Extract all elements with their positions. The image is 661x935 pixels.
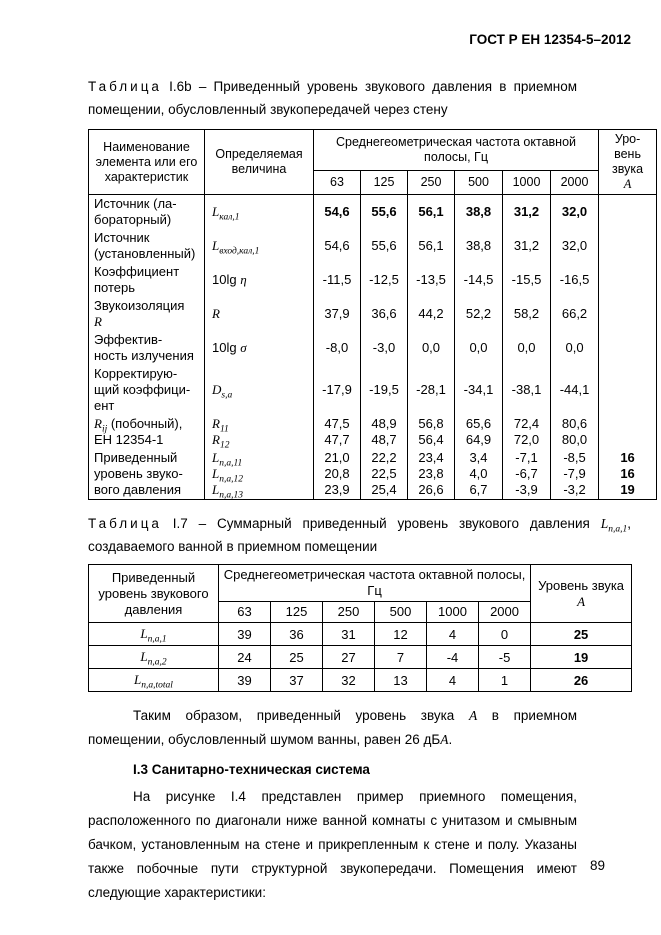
- value-cell: [314, 195, 361, 230]
- value-cell: [314, 263, 361, 297]
- value: 54,6: [324, 238, 350, 253]
- row-name-cell: Корректирую- щий коэффици- ент: [89, 365, 205, 415]
- value-cell: [408, 229, 455, 263]
- col-header-freq-500: 500: [375, 602, 427, 623]
- level-cell: 26: [531, 669, 632, 692]
- table-i6b-head: [89, 130, 657, 195]
- value: -15,5: [511, 272, 542, 287]
- value-cell: [503, 229, 551, 263]
- value: -3,9: [515, 482, 538, 497]
- col-header-freq-1000: 1000: [427, 602, 479, 623]
- value: 0,0: [421, 340, 441, 355]
- value: 66,2: [561, 306, 588, 321]
- value-cell: [314, 415, 361, 449]
- value-cell: [455, 449, 503, 500]
- value-cell: 36: [271, 623, 323, 646]
- quantity-symbol: 10lg η: [212, 272, 247, 287]
- value: 48,9: [371, 416, 397, 431]
- value-cell: [551, 195, 599, 230]
- row-name-cell: Источник (ла- бораторный): [89, 195, 205, 230]
- row-quantity-cell: [205, 449, 314, 500]
- table-i6b: [88, 129, 657, 500]
- caption-label-word: Таблица: [88, 79, 162, 94]
- level-value: 16: [620, 466, 635, 481]
- value: -44,1: [559, 382, 590, 397]
- value-cell: [314, 331, 361, 365]
- value-cell: [503, 365, 551, 415]
- value: 47,7: [324, 432, 350, 447]
- caption-label-word: Таблица: [88, 516, 162, 531]
- caption-dash: –: [198, 79, 207, 94]
- value: -11,5: [322, 272, 352, 287]
- value: 4,0: [469, 466, 488, 481]
- caption-label-id: I.6b: [169, 79, 192, 94]
- value-cell: [551, 229, 599, 263]
- value: 36,6: [371, 306, 397, 321]
- value: 72,4: [513, 416, 540, 431]
- value: 72,0: [513, 432, 540, 447]
- value-cell: [503, 415, 551, 449]
- level-cell: 25: [531, 623, 632, 646]
- value-cell: [551, 263, 599, 297]
- value-cell: [314, 365, 361, 415]
- value-cell: [361, 229, 408, 263]
- row-quantity-cell: [205, 297, 314, 331]
- table-row: [89, 229, 657, 263]
- col-header-freq-125: 125: [271, 602, 323, 623]
- value: 56,1: [418, 238, 444, 253]
- value-cell: [314, 229, 361, 263]
- row-name-cell: Источник (установленный): [89, 229, 205, 263]
- value-cell: [455, 415, 503, 449]
- table-row: [89, 623, 632, 646]
- value-cell: [455, 195, 503, 230]
- quantity-symbol: $L_{вход,кал,1}$: [212, 238, 260, 257]
- row-name-cell: Коэффициент потерь: [89, 263, 205, 297]
- caption-text: Суммарный приведенный уровень звукового давления $L_{n,a,1}$, создаваемого ванной в приемном помещении: [88, 516, 631, 554]
- value: 65,6: [465, 416, 492, 431]
- value: 32,0: [561, 204, 588, 219]
- quantity-symbol: R: [212, 306, 220, 321]
- value: -8,0: [325, 340, 349, 355]
- table-row: [89, 669, 632, 692]
- value: 23,9: [324, 482, 350, 497]
- page-number: 89: [590, 858, 606, 873]
- value-cell: [551, 449, 599, 500]
- caption-text: Приведенный уровень звукового давления в приемном помещении, обусловленный звукопередачей через стену: [88, 79, 577, 117]
- quantity-symbol: $L_{n,a,13}$: [212, 482, 243, 501]
- paragraph-description: На рисунке I.4 представлен пример приемного помещения, расположенного по диагонали ниже ванной комнаты с унитазом и смывным бачком, установленным на стене и прикрепленным к стене и полу. Указаны также побочные пути структурной звукопередачи. Помещения имеют следующие характеристики:: [88, 789, 577, 900]
- col-header-name: Наименование элемента или его характеристик: [89, 130, 205, 195]
- value-cell: -4: [427, 646, 479, 669]
- value: -34,1: [463, 382, 494, 397]
- value-cell: [361, 195, 408, 230]
- table-row: [89, 365, 657, 415]
- value-cell: [408, 331, 455, 365]
- quantity-symbol: $R_{12}$: [212, 432, 230, 451]
- level-value: 19: [620, 482, 635, 497]
- value: 55,6: [371, 238, 397, 253]
- value: -13,5: [416, 272, 446, 287]
- table-row: [89, 331, 657, 365]
- table-row: [89, 415, 657, 449]
- quantity-symbol: $D_{s,a}$: [212, 382, 233, 401]
- value-cell: 27: [323, 646, 375, 669]
- value-cell: [408, 297, 455, 331]
- row-name-cell: $R_{ij}$ (побочный), ЕН 12354-1: [89, 415, 205, 449]
- value: 48,7: [371, 432, 397, 447]
- value: -14,5: [463, 272, 494, 287]
- level-cell: [599, 297, 657, 331]
- value: -3,2: [563, 482, 586, 497]
- value-cell: 25: [271, 646, 323, 669]
- level-cell: [599, 415, 657, 449]
- level-cell: [599, 195, 657, 230]
- level-cell: [599, 229, 657, 263]
- value: 56,4: [418, 432, 444, 447]
- col-header-freq-63: 63: [219, 602, 271, 623]
- col-header-freq-250: 250: [408, 171, 455, 195]
- col-header-freq-63: 63: [314, 171, 361, 195]
- value-cell: [408, 449, 455, 500]
- section-heading-i3: I.3 Санитарно-техническая система: [133, 762, 370, 777]
- value-cell: 1: [479, 669, 531, 692]
- value-cell: 24: [219, 646, 271, 669]
- value-cell: [503, 195, 551, 230]
- level-cell: 19: [531, 646, 632, 669]
- table-i7-head: [89, 565, 632, 623]
- value: 56,8: [418, 416, 444, 431]
- table-row: [89, 297, 657, 331]
- value: 47,5: [324, 416, 350, 431]
- table-i7: [88, 564, 632, 692]
- header-row: [89, 130, 657, 171]
- value-cell: 13: [375, 669, 427, 692]
- value-cell: [551, 297, 599, 331]
- value-cell: [455, 331, 503, 365]
- value-cell: [455, 229, 503, 263]
- value: 26,6: [418, 482, 444, 497]
- value: 31,2: [513, 204, 540, 219]
- value: 0,0: [469, 340, 488, 355]
- value-cell: 37: [271, 669, 323, 692]
- quantity-symbol: $L_{n,a,12}$: [212, 466, 243, 485]
- value: -3,0: [372, 340, 396, 355]
- value: 6,7: [469, 482, 488, 497]
- value: 58,2: [513, 306, 540, 321]
- value-cell: [408, 263, 455, 297]
- quantity-symbol: $R_{11}$: [212, 416, 229, 435]
- value: -38,1: [511, 382, 542, 397]
- table-i7-caption: [88, 512, 631, 558]
- col-header-freq-group: Среднегеометрическая частота октавной полосы, Гц: [314, 130, 599, 171]
- col-header-freq-125: 125: [361, 171, 408, 195]
- value: 3,4: [469, 450, 488, 465]
- value: 31,2: [513, 238, 540, 253]
- value-cell: 7: [375, 646, 427, 669]
- value-cell: [551, 365, 599, 415]
- value-cell: 4: [427, 623, 479, 646]
- quantity-symbol: 10lg σ: [212, 340, 247, 355]
- col-header-level: Уро- вень звука А: [599, 130, 657, 195]
- value: -12,5: [369, 272, 399, 287]
- table-i6b-body: [89, 195, 657, 500]
- value: 52,2: [465, 306, 492, 321]
- value: -7,1: [515, 450, 538, 465]
- value-cell: [361, 415, 408, 449]
- value: -7,9: [563, 466, 586, 481]
- col-header-freq-500: 500: [455, 171, 503, 195]
- row-quantity-cell: [205, 365, 314, 415]
- value: 21,0: [324, 450, 350, 465]
- row-label-cell: $L_{n,a,2}$: [89, 646, 219, 669]
- value: 0,0: [517, 340, 536, 355]
- value: 22,2: [371, 450, 397, 465]
- value-cell: [361, 297, 408, 331]
- paragraph-conclusion: Таким образом, приведенный уровень звука А в приемном помещении, обусловленный шумом ванны, равен 26 дБА.: [88, 708, 577, 747]
- value-cell: [503, 449, 551, 500]
- value-cell: [361, 331, 408, 365]
- value-cell: [408, 415, 455, 449]
- value-cell: [361, 263, 408, 297]
- value-cell: 32: [323, 669, 375, 692]
- col-header-freq-1000: 1000: [503, 171, 551, 195]
- value: -6,7: [515, 466, 538, 481]
- value: -28,1: [416, 382, 446, 397]
- row-label-cell: $L_{n,a,total}$: [89, 669, 219, 692]
- value-cell: -5: [479, 646, 531, 669]
- quantity-symbol: $L_{n,a,11}$: [212, 450, 243, 469]
- value: 37,9: [324, 306, 350, 321]
- value-cell: [314, 449, 361, 500]
- value: 80,6: [561, 416, 588, 431]
- value: 80,0: [561, 432, 588, 447]
- table-row: [89, 263, 657, 297]
- value: 55,6: [371, 204, 397, 219]
- level-cell: [599, 263, 657, 297]
- value-cell: 12: [375, 623, 427, 646]
- value-cell: [361, 365, 408, 415]
- value-cell: [314, 297, 361, 331]
- value-cell: 0: [479, 623, 531, 646]
- table-row: [89, 195, 657, 230]
- value: 23,8: [418, 466, 444, 481]
- value: 64,9: [465, 432, 492, 447]
- row-name-cell: Звукоизоляция R: [89, 297, 205, 331]
- value: 56,1: [418, 204, 444, 219]
- level-cell: [599, 331, 657, 365]
- value-cell: [503, 263, 551, 297]
- value: -17,9: [322, 382, 352, 397]
- row-label-cell: $L_{n,a,1}$: [89, 623, 219, 646]
- value-cell: [503, 331, 551, 365]
- value: 54,6: [324, 204, 350, 219]
- value-cell: [455, 263, 503, 297]
- caption-dash: –: [198, 516, 207, 531]
- value-cell: [455, 297, 503, 331]
- col-header-freq-250: 250: [323, 602, 375, 623]
- value: 25,4: [371, 482, 397, 497]
- value: 0,0: [565, 340, 584, 355]
- value-cell: 39: [219, 623, 271, 646]
- col-header-quantity: Определяемая величина: [205, 130, 314, 195]
- value: -19,5: [369, 382, 399, 397]
- value-cell: [361, 449, 408, 500]
- quantity-symbol: $L_{кал,1}$: [212, 204, 240, 223]
- level-cell: [599, 449, 657, 500]
- value: 20,8: [324, 466, 350, 481]
- level-cell: [599, 365, 657, 415]
- caption-label-id: I.7: [172, 516, 188, 531]
- value-cell: 4: [427, 669, 479, 692]
- value-cell: 39: [219, 669, 271, 692]
- value: -16,5: [559, 272, 590, 287]
- value-cell: [408, 195, 455, 230]
- table-i6b-caption: [88, 75, 577, 121]
- row-name-cell: Приведенный уровень звуко- вого давления: [89, 449, 205, 500]
- table-i7-body: [89, 623, 632, 692]
- value-cell: [455, 365, 503, 415]
- value-cell: [503, 297, 551, 331]
- row-name-cell: Эффектив- ность излучения: [89, 331, 205, 365]
- col-header-level: Уровень звука А: [531, 565, 632, 623]
- row-quantity-cell: [205, 415, 314, 449]
- header-row: [89, 565, 632, 602]
- row-quantity-cell: [205, 331, 314, 365]
- value: 32,0: [561, 238, 588, 253]
- row-quantity-cell: [205, 229, 314, 263]
- value-cell: [551, 331, 599, 365]
- row-quantity-cell: [205, 263, 314, 297]
- table-row: [89, 449, 657, 500]
- value-cell: [408, 365, 455, 415]
- col-header-freq-2000: 2000: [551, 171, 599, 195]
- col-header-freq-group: Среднегеометрическая частота октавной полосы, Гц: [219, 565, 531, 602]
- col-header-name: Приведенный уровень звукового давления: [89, 565, 219, 623]
- value: 38,8: [465, 238, 492, 253]
- table-row: [89, 646, 632, 669]
- value: -8,5: [563, 450, 586, 465]
- value-cell: 31: [323, 623, 375, 646]
- value-cell: [551, 415, 599, 449]
- value: 22,5: [371, 466, 397, 481]
- value: 23,4: [418, 450, 444, 465]
- value: 38,8: [465, 204, 492, 219]
- level-value: 16: [620, 450, 635, 465]
- doc-number: ГОСТ Р ЕН 12354-5–2012: [469, 32, 631, 47]
- row-quantity-cell: [205, 195, 314, 230]
- col-header-freq-2000: 2000: [479, 602, 531, 623]
- value: 44,2: [418, 306, 444, 321]
